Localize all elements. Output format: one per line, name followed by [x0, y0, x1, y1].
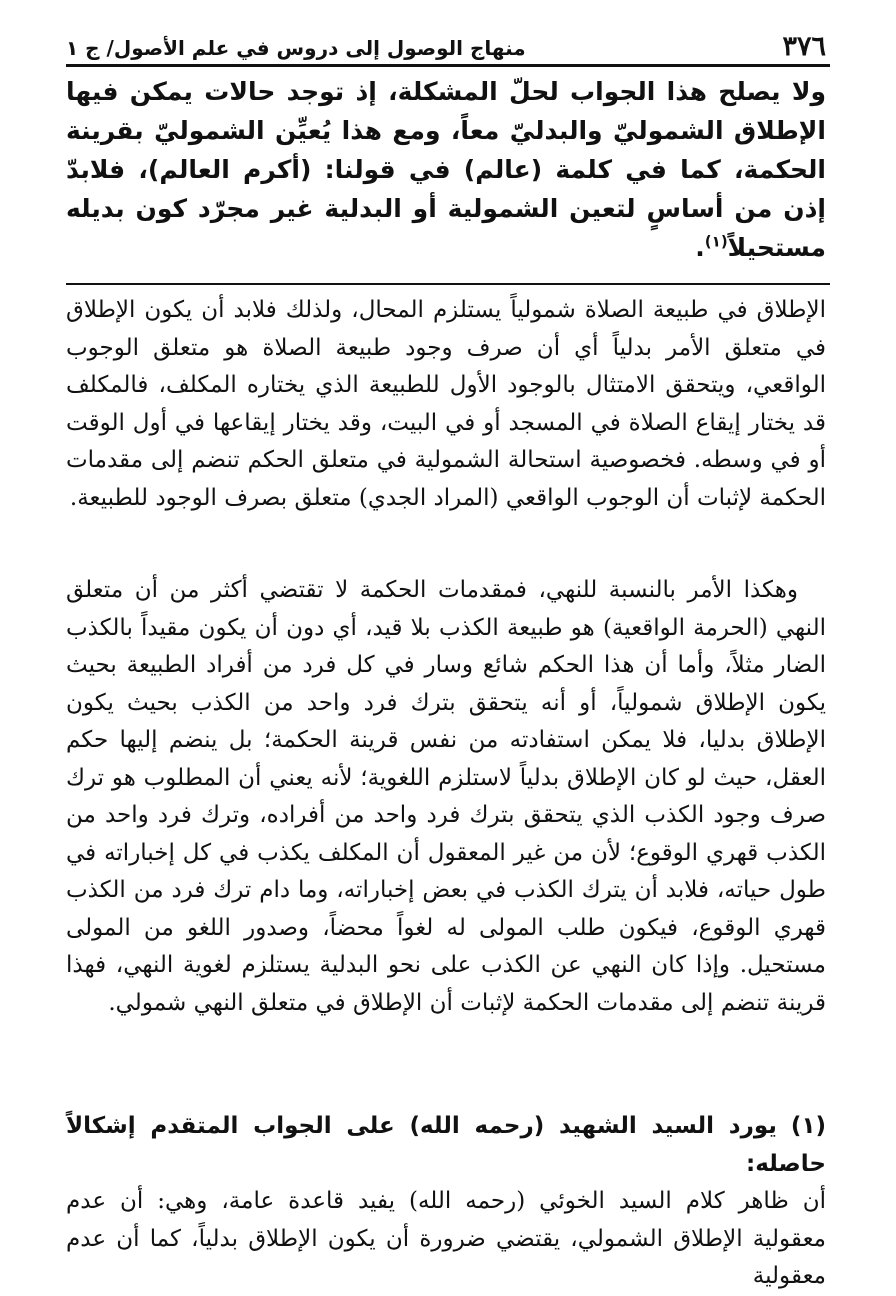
main-text-paragraph	[66, 72, 826, 267]
footnote-reference: (١)	[704, 232, 728, 251]
note-nahy-paragraph: وهكذا الأمر بالنسبة للنهي، فمقدمات الحكمة لا تقتضي أكثر من أن متعلق النهي (الحرمة الواقعية) هو طبيعة الكذب بلا قيد، أي دون أن يكون مقيداً بالكذب الضار مثلاً، وأما أن هذا الحكم شائع وسار في كل فرد من أفراد الطبيعة بحيث يكون الإطلاق شمولياً، أو أنه يتحقق بترك فرد واحد من الكذب بحيث يكون الإطلاق بدليا، فلا يمكن استفادته من نفس قرينة الحكمة؛ بل ينضم إليها حكم العقل، حيث لو كان الإطلاق بدلياً لاستلزم اللغوية؛ لأنه يعني أن المطلوب هو ترك صرف وجود الكذب الذي يتحقق بترك فرد واحد من أفراده، وترك فرد واحد من الكذب قهري الوقوع؛ لأن من غير المعقول أن المكلف يكذب في كل إخباراته في طول حياته، فلابد أن يترك الكذب في بعض إخباراته، وما دام ترك فرد من الكذب قهري الوقوع، فيكون طلب المولى له لغواً محضاً، وصدور اللغو من المولى مستحيل. وإذا كان النهي عن الكذب على نحو البدلية يستلزم لغوية النهي، فهذا قرينة تنضم إلى مقدمات الحكمة لإثبات أن الإطلاق في متعلق النهي شمولي.	[66, 577, 826, 1016]
page-number: ٣٧٦	[782, 31, 826, 62]
footnote-1	[66, 1108, 826, 1296]
footnote-separator	[66, 283, 830, 285]
footnote-text: أن ظاهر كلام السيد الخوئي (رحمه الله) يفيد قاعدة عامة، وهي: أن عدم معقولية الإطلاق الشمولي، يقتضي ضرورة أن يكون الإطلاق بدلياً، كما أن عدم معقولية	[66, 1188, 826, 1289]
footnote-lead: يورد السيد الشهيد (رحمه الله) على الجواب المتقدم إشكالاً حاصله:	[66, 1113, 826, 1177]
main-text-end: .	[695, 233, 705, 262]
running-title: منهاج الوصول إلى دروس في علم الأصول/ ج ١	[66, 36, 526, 60]
header-rule	[66, 64, 830, 67]
main-text-body: ولا يصلح هذا الجواب لحلّ المشكلة، إذ توجد حالات يمكن فيها الإطلاق الشموليّ والبدليّ معاً، ومع هذا يُعيِّن الشموليّ بقرينة الحكمة، كما في كلمة (عالم) في قولنا: (أكرم العالم)، فلابدّ إذن من أساسٍ لتعين الشمولية أو البدلية غير مجرّد كون بديله مستحيلاً	[66, 77, 826, 262]
page-header	[66, 26, 826, 62]
note-continuation-paragraph: الإطلاق في طبيعة الصلاة شمولياً يستلزم المحال، ولذلك فلابد أن يكون الإطلاق في متعلق الأمر بدلياً أي أن صرف وجود طبيعة الصلاة هو متعلق الوجوب الواقعي، ويتحقق الامتثال بالوجود الأول للطبيعة الذي يختاره المكلف، فالمكلف قد يختار إيقاع الصلاة في المسجد أو في البيت، وقد يختار إيقاعها في أول الوقت أو في وسطه. فخصوصية استحالة الشمولية في متعلق الحكم تنضم إلى مقدمات الحكمة لإثبات أن الوجوب الواقعي (المراد الجدي) متعلق بصرف الوجود للطبيعة.	[66, 297, 826, 511]
footnote-number: (١)	[790, 1113, 826, 1139]
